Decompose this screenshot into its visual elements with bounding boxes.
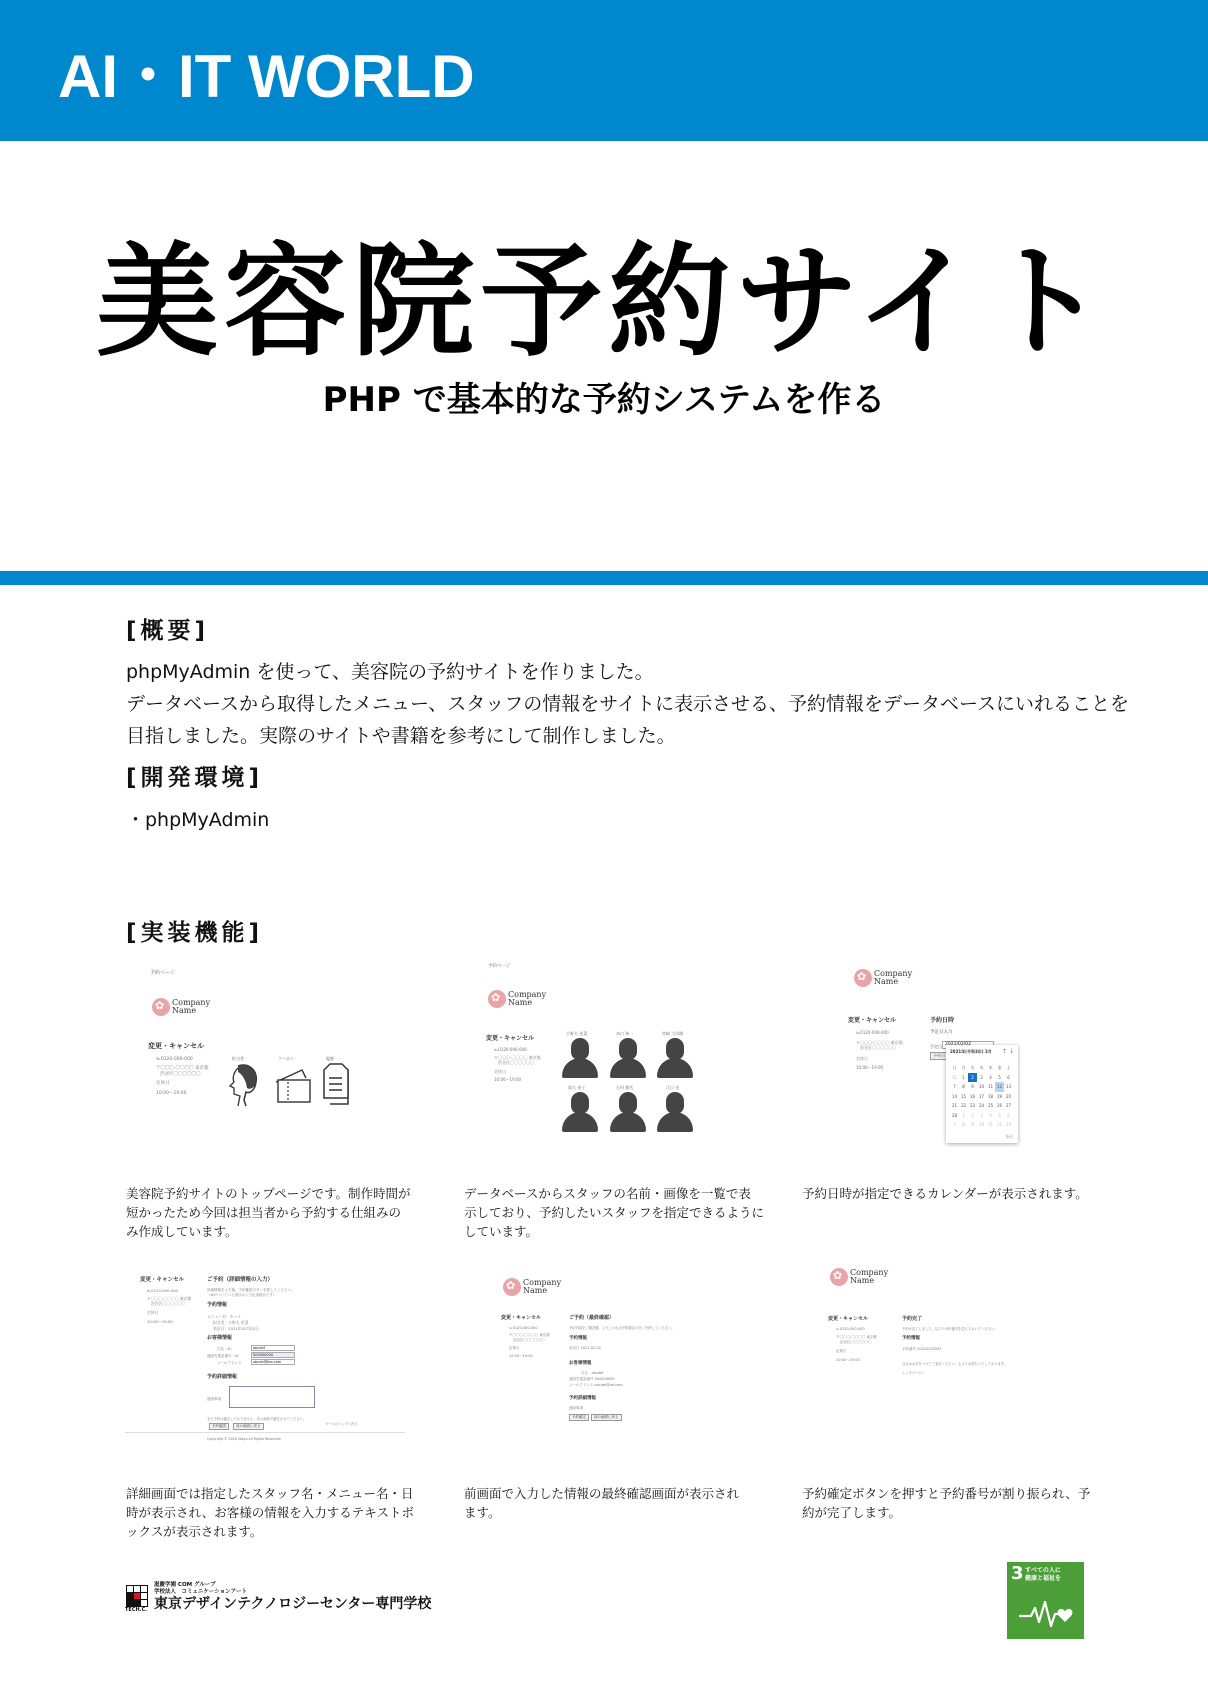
notes-textarea[interactable] [229, 1386, 315, 1408]
calendar-day[interactable]: 16 [969, 1093, 976, 1099]
environment-item: ・phpMyAdmin [126, 809, 270, 831]
calendar-day[interactable]: 26 [996, 1103, 1003, 1108]
screenshot-staff-list: 予約ページ ✿ Company Name 変更・キャンセル ℡0120-000-000 〒〇〇〇-〇〇〇〇 東京都 渋谷区〇〇〇〇〇〇 定休日 10:00〜19:00 小野夫 花菜 木口 和一 宮崎 大河朗 加久 遥子 石村 雅代 江口 光 [470, 958, 740, 1133]
calendar-grid[interactable] [950, 1063, 1013, 1130]
calendar-day[interactable]: 1 [962, 1112, 965, 1118]
calendar-day[interactable]: 11 [987, 1122, 994, 1127]
overview-line-1: phpMyAdmin を使って、美容院の予約サイトを作りました。 [126, 661, 654, 683]
environment-heading: [開発環境] [126, 765, 264, 791]
weekday-label: 月 [961, 1065, 966, 1070]
copyright: Copyright © 2020 Jikkyo All Rights Reserved. [207, 1437, 282, 1441]
company-logo: ✿ Company Name [854, 969, 912, 987]
calendar-day[interactable]: 12 [995, 1082, 1004, 1092]
calendar-day[interactable]: 3 [980, 1112, 983, 1118]
staff-avatar[interactable] [610, 1092, 646, 1132]
overview-line-2: データベースから取得したメニュー、スタッフの情報をサイトに表示させる、予約情報をデータベースにいれることを [126, 693, 1130, 715]
screenshot-complete: ✿ Company Name 変更・キャンセル ℡0120-000-000 〒〇〇〇-〇〇〇〇 東京都 渋谷区〇〇〇〇〇〇 定休日 10:00〜19:00 予約完了 予約が完了しました。以下の予約番号を控えておいてください。 予約情報 予約番号 20210202001 当日はお気をつけてご来店ください。心よりお待ちいたしております。 トップページへ [820, 1260, 1070, 1400]
caption-staff-list: データベースからスタッフの名前・画像を一覧で表 示しており、予約したいスタッフを指定できるように しています。 [464, 1186, 765, 1239]
staff-avatar[interactable] [657, 1092, 693, 1132]
side-heading: 変更・キャンセル [148, 1042, 204, 1050]
lotus-icon [830, 1268, 848, 1286]
calendar-day[interactable]: 23 [969, 1103, 976, 1108]
calendar-day[interactable]: 19 [996, 1093, 1003, 1099]
phone-field[interactable]: 000000000 [251, 1352, 295, 1358]
screenshot-final-confirm: ✿ Company Name 変更・キャンセル ℡0120-000-000 〒〇〇〇-〇〇〇〇 東京都 渋谷区〇〇〇〇〇〇 定休日 10:00〜19:00 ご予約（最終確認） 予約内容をご確認後、よろしければ予約確定ボタンを押してください。 予約情報 来店日 2021-02-02 お客様情報 氏名 abcdef 連絡先電話番号 000000000 メールアドレス abcdef@aa.com 予約詳細情報 連絡事項 予約確定 前の画面に戻る [495, 1268, 745, 1443]
calendar-day[interactable]: 2 [971, 1112, 974, 1118]
calendar-day[interactable]: 10 [978, 1084, 985, 1089]
calendar-day[interactable]: 27 [1005, 1103, 1012, 1108]
features-heading: [実装機能] [126, 920, 264, 946]
calendar-day[interactable]: 25 [987, 1103, 994, 1108]
lotus-icon [503, 1278, 521, 1296]
calendar-day[interactable]: 7 [953, 1122, 956, 1127]
calendar-day[interactable]: 12 [996, 1122, 1003, 1127]
overview-line-3: 目指しました。実際のサイトや書籍を参考にして制作しました。 [126, 725, 676, 747]
screenshot-calendar: ✿ Company Name 変更・キャンセル ℡0120-000-000 〒〇〇〇-〇〇〇〇 東京都 渋谷区〇〇〇〇〇〇 定休日 10:00〜19:00 予約日時 予定日入力 予定日 予約日 [840, 960, 1060, 1150]
lotus-icon [854, 969, 872, 987]
school-logo-icon: TECH.C. [126, 1585, 148, 1613]
calendar-day[interactable]: 13 [1005, 1084, 1012, 1089]
school-corporation: 学校法人 コミュニケーションアート [154, 1589, 248, 1595]
calendar-day[interactable]: 9 [971, 1122, 974, 1127]
caption-calendar: 予約日時が指定できるカレンダーが表示されます。 [802, 1186, 1088, 1201]
calendar-day[interactable]: 4 [989, 1112, 992, 1118]
company-logo: ✿ Company Name [152, 998, 210, 1016]
weekday-label: 土 [1006, 1065, 1011, 1070]
back-button[interactable]: 前の画面に戻る [591, 1414, 622, 1421]
weekday-label: 日 [952, 1065, 957, 1070]
footer-rule [125, 1432, 405, 1433]
overview-heading: [概要] [126, 618, 210, 644]
calendar-day[interactable]: 6 [1007, 1074, 1010, 1080]
lotus-icon [152, 998, 170, 1016]
weekday-label: 木 [988, 1065, 993, 1070]
stylist-icon [226, 1062, 260, 1108]
brand-title: AI・IT WORLD [58, 43, 475, 110]
calendar-day[interactable]: 6 [1007, 1112, 1010, 1118]
history-document-icon [320, 1062, 354, 1106]
calendar-day[interactable]: 13 [1005, 1122, 1012, 1127]
caption-complete: 予約確定ボタンを押すと予約番号が割り振られ、予 約が完了します。 [802, 1486, 1091, 1520]
breadcrumb: 予約ページ [150, 970, 175, 976]
calendar-day[interactable]: 17 [978, 1093, 985, 1099]
page-top-link[interactable]: ページのトップへ戻る [325, 1422, 358, 1426]
page-subtitle: PHP で基本的な予約システムを作る [322, 380, 886, 420]
company-logo: ✿ Company Name [488, 990, 546, 1008]
calendar-day[interactable]: 22 [960, 1103, 967, 1108]
page-title: 美容院予約サイト [96, 231, 1112, 373]
calendar-day[interactable]: 18 [987, 1093, 994, 1099]
staff-avatar[interactable] [562, 1038, 598, 1078]
calendar-month: 2021年(令和3年) 2月 [950, 1049, 992, 1054]
calendar-day[interactable]: 7 [953, 1084, 956, 1089]
caption-detail-input: 詳細画面では指定したスタッフ名・メニュー名・日 時が表示され、お客様の情報を入力するテキストボ ックスが表示されます。 [126, 1486, 415, 1539]
coupon-icon [274, 1064, 314, 1104]
school-name: 東京デザインテクノロジーセンター専門学校 [154, 1596, 432, 1612]
school-group: 滋慶学園 COM グループ [154, 1582, 216, 1588]
today-link[interactable]: 今日 [1005, 1134, 1013, 1139]
screenshot-detail-input: 変更・キャンセル ℡0120-000-000 〒〇〇〇-〇〇〇〇 東京都 渋谷区〇〇〇〇〇〇 定休日 10:00〜19:00 ご予約（詳細情報の入力） 詳細情報を入力後、予約確認ボタンを押してください。 （※がついている項目は入力必須項目です） 予約情報 メニュー名：カット 担当者：小野夫 花菜 来店日：2021年02月02日 お客様情報 氏名（※） abcdef 連絡先電話番号（※） 000000000 メールアドレス abcdef@aa.com 予約詳細情報 連絡事項 まだ予約は確定しておりません。次の画面で確定させてください。 予約確認 前の画面に戻る ページのトップへ戻る Copyright © 2020 Jikkyo All Rights Reserved. [125, 1270, 415, 1470]
calendar-day[interactable]: 31 [951, 1074, 958, 1080]
calendar-day[interactable]: 5 [998, 1074, 1001, 1080]
calendar-day[interactable]: 4 [989, 1074, 992, 1080]
calendar-day[interactable]: 3 [980, 1074, 983, 1080]
lotus-icon [488, 990, 506, 1008]
email-field[interactable]: abcdef@aa.com [251, 1359, 295, 1365]
month-nav-arrows-icon[interactable]: ↑ ↓ [1002, 1048, 1014, 1055]
calendar-day[interactable]: 24 [978, 1103, 985, 1108]
calendar-day[interactable]: 21 [951, 1103, 958, 1108]
calendar-day[interactable]: 15 [960, 1093, 967, 1099]
calendar-day[interactable]: 8 [962, 1122, 965, 1127]
caption-final-confirm: 前画面で入力した情報の最終確認画面が表示され ます。 [464, 1486, 740, 1520]
calendar-day[interactable]: 14 [951, 1093, 958, 1099]
staff-avatar[interactable] [610, 1038, 646, 1078]
calendar-day[interactable]: 10 [978, 1122, 985, 1127]
weekday-label: 金 [997, 1065, 1002, 1070]
staff-avatar[interactable] [562, 1092, 598, 1132]
calendar-day[interactable]: 28 [951, 1112, 958, 1118]
name-field[interactable]: abcdef [251, 1345, 295, 1351]
calendar-day[interactable]: 5 [998, 1112, 1001, 1118]
company-logo: ✿ Company Name [503, 1278, 561, 1296]
company-logo: ✿ Company Name [830, 1268, 888, 1286]
calendar-day[interactable]: 9 [971, 1084, 974, 1089]
school-logo-block [126, 1582, 431, 1613]
calendar-day[interactable]: 11 [987, 1084, 994, 1089]
calendar-day[interactable]: 2 [968, 1073, 977, 1083]
finalize-button[interactable]: 予約確定 [569, 1414, 589, 1421]
sdg-goal-3-badge: 3 すべての人に 健康と福祉を [1007, 1562, 1084, 1639]
screenshot-top-page: 予約ページ ✿ Company Name 変更・キャンセル ℡0120-000-000 〒〇〇〇-〇〇〇〇 東京都 渋谷区〇〇〇〇〇〇 定休日 10:00〜19:00 担当者 クーポン 履歴 [130, 960, 430, 1110]
calendar-day[interactable]: 20 [1005, 1093, 1012, 1099]
weekday-label: 火 [970, 1065, 975, 1070]
back-button[interactable]: 前の画面に戻る [233, 1423, 264, 1430]
header-band [0, 0, 1208, 141]
date-picker-popup[interactable] [946, 1045, 1018, 1143]
calendar-day[interactable]: 1 [962, 1074, 965, 1080]
staff-avatar[interactable] [657, 1038, 693, 1078]
calendar-day[interactable]: 8 [962, 1084, 965, 1089]
next-button[interactable]: 予約日 [930, 1052, 948, 1060]
heartbeat-heart-icon [1017, 1596, 1075, 1630]
top-page-link[interactable]: トップページへ [902, 1371, 925, 1375]
weekday-label: 水 [979, 1065, 984, 1070]
section-divider [0, 571, 1208, 585]
caption-top-page: 美容院予約サイトのトップページです。制作時間が 短かったため今回は担当者から予約する仕組みの み作成しています。 [126, 1186, 411, 1239]
confirm-button[interactable]: 予約確認 [209, 1423, 229, 1430]
